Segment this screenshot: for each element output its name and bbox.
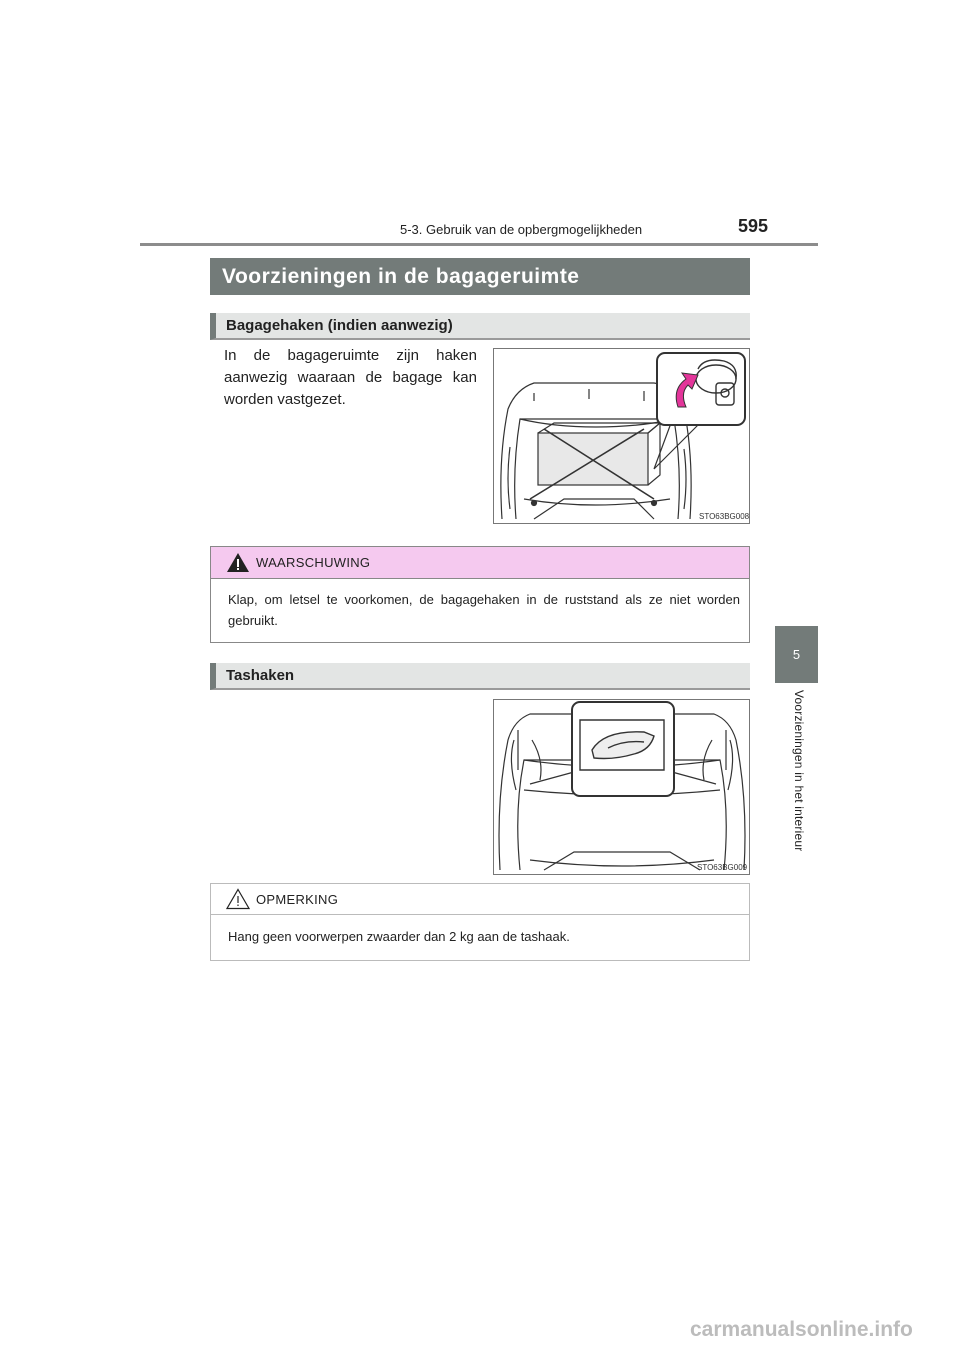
warning-box <box>210 546 750 643</box>
warning-triangle-icon <box>226 552 250 573</box>
trunk-bag-hook-illustration <box>494 700 749 874</box>
note-box <box>210 883 750 961</box>
warning-text: Klap, om letsel te voorkomen, de bagagehaken in de ruststand als ze niet worden gebruikt. <box>228 592 740 628</box>
figure-code-2: STO63BG009 <box>697 863 748 872</box>
main-heading: Voorzieningen in de bagageruimte <box>210 258 750 295</box>
chapter-title: Voorzieningen in het interieur <box>792 690 806 852</box>
watermark: carmanualsonline.info <box>690 1318 913 1341</box>
note-title: OPMERKING <box>256 892 339 907</box>
subheading-bag-hooks: Tashaken <box>210 663 750 690</box>
page-number: 595 <box>738 216 769 236</box>
warning-title: WAARSCHUWING <box>256 555 371 570</box>
warning-header <box>211 547 749 579</box>
luggage-hooks-figure <box>493 348 750 524</box>
chapter-tab: 5 <box>775 626 818 683</box>
note-header <box>211 884 749 915</box>
caution-triangle-icon <box>226 888 250 910</box>
trunk-illustration <box>494 349 749 523</box>
bag-hooks-figure <box>493 699 750 875</box>
header-divider <box>140 243 818 246</box>
luggage-hooks-description: In de bagageruimte zijn haken aanwezig waaraan de bagage kan worden vastgezet. <box>224 347 477 408</box>
subheading-luggage-hooks: Bagagehaken (indien aanwezig) <box>210 313 750 340</box>
section-label: 5-3. Gebruik van de opbergmogelijkheden <box>400 222 643 237</box>
note-text: Hang geen voorwerpen zwaarder dan 2 kg aan de tashaak. <box>228 929 570 944</box>
figure-code-1: STO63BG008 <box>699 512 749 521</box>
